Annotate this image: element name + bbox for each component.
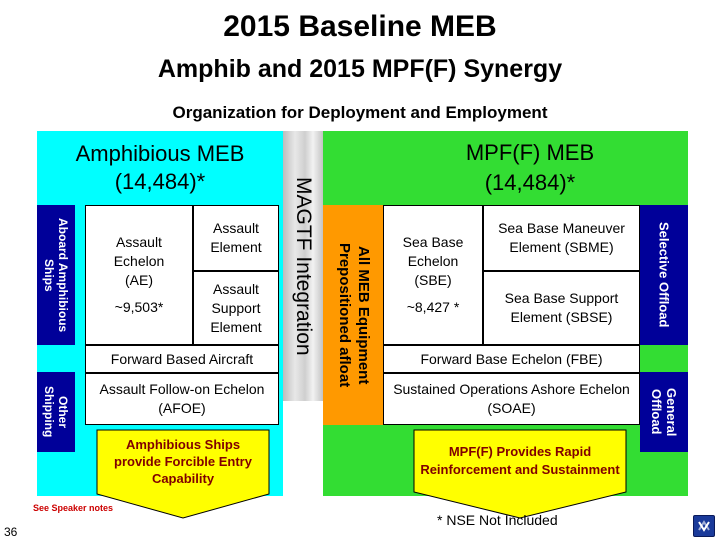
rapid-reinforcement-text: MPF(F) Provides Rapid Reinforcement and Sustainment (420, 444, 620, 477)
section-heading: Organization for Deployment and Employment (172, 103, 548, 122)
arrow-icon (696, 518, 712, 534)
fbe-label: Forward Base Echelon (FBE) (420, 351, 603, 367)
soae-label: Sustained Operations Ashore Echelon (SOAE) (393, 381, 630, 416)
assault-echelon-box (85, 205, 193, 345)
page-number: 36 (4, 525, 18, 539)
mpf-meb-title-line1: MPF(F) MEB (465, 140, 595, 165)
sbme-label: Sea Base Maneuver Element (SBME) (498, 220, 625, 255)
amphibious-meb-title (37, 138, 283, 198)
speaker-notes-label: See Speaker notes (33, 503, 114, 513)
mpf-meb-title-line2: (14,484)* (484, 170, 576, 195)
magtf-integration-column (283, 131, 323, 401)
aboard-amphibious-ships-bar (37, 205, 75, 345)
slide-subtitle: Amphib and 2015 MPF(F) Synergy (157, 55, 563, 83)
afoe-label: Assault Follow-on Echelon (AFOE) (99, 381, 265, 416)
slide-title: 2015 Baseline MEB (223, 10, 497, 43)
assault-support-element-box (193, 271, 279, 345)
general-offload-bar (640, 372, 688, 452)
assault-element-label: Assault Element (210, 220, 262, 255)
selective-offload-bar (640, 205, 688, 345)
nav-next-button[interactable] (693, 515, 715, 537)
afoe-box (85, 373, 279, 425)
forcible-entry-text: Amphibious Ships provide Forcible Entry Capability (114, 436, 252, 486)
prepositioned-label: All MEB Equipment Prepositioned afloat (336, 242, 372, 388)
sbse-box (483, 271, 640, 345)
prepositioned-column (323, 205, 383, 425)
sea-base-echelon-box (383, 205, 483, 345)
forward-based-aircraft-label: Forward Based Aircraft (110, 351, 254, 367)
sea-base-echelon-count: ~8,427 * (406, 299, 460, 315)
other-shipping-bar (37, 372, 75, 452)
other-shipping-label: Other Shipping (42, 386, 70, 438)
soae-box (383, 373, 640, 425)
assault-support-element-label: Assault Support Element (210, 280, 262, 335)
sea-base-echelon-label: Sea Base Echelon (SBE) (402, 234, 464, 288)
nse-footnote: * NSE Not Included (437, 512, 558, 528)
amphibious-meb-title-line2: (14,484)* (114, 169, 206, 194)
mpf-meb-title (380, 138, 680, 198)
sbse-label: Sea Base Support Element (SBSE) (504, 290, 619, 325)
fbe-box (383, 345, 640, 373)
assault-element-box (193, 205, 279, 271)
selective-offload-label: Selective Offload (656, 222, 672, 328)
assault-echelon-label: Assault Echelon (AE) (113, 234, 165, 288)
sbme-box (483, 205, 640, 271)
aboard-amphibious-ships-label: Aboard Amphibious Ships (42, 217, 70, 333)
forward-based-aircraft-box (85, 345, 279, 373)
amphibious-meb-title-line1: Amphibious MEB (75, 141, 245, 166)
magtf-integration-label: MAGTF Integration (292, 176, 315, 356)
general-offload-label: General Offload (649, 387, 679, 437)
assault-echelon-count: ~9,503* (114, 299, 164, 315)
